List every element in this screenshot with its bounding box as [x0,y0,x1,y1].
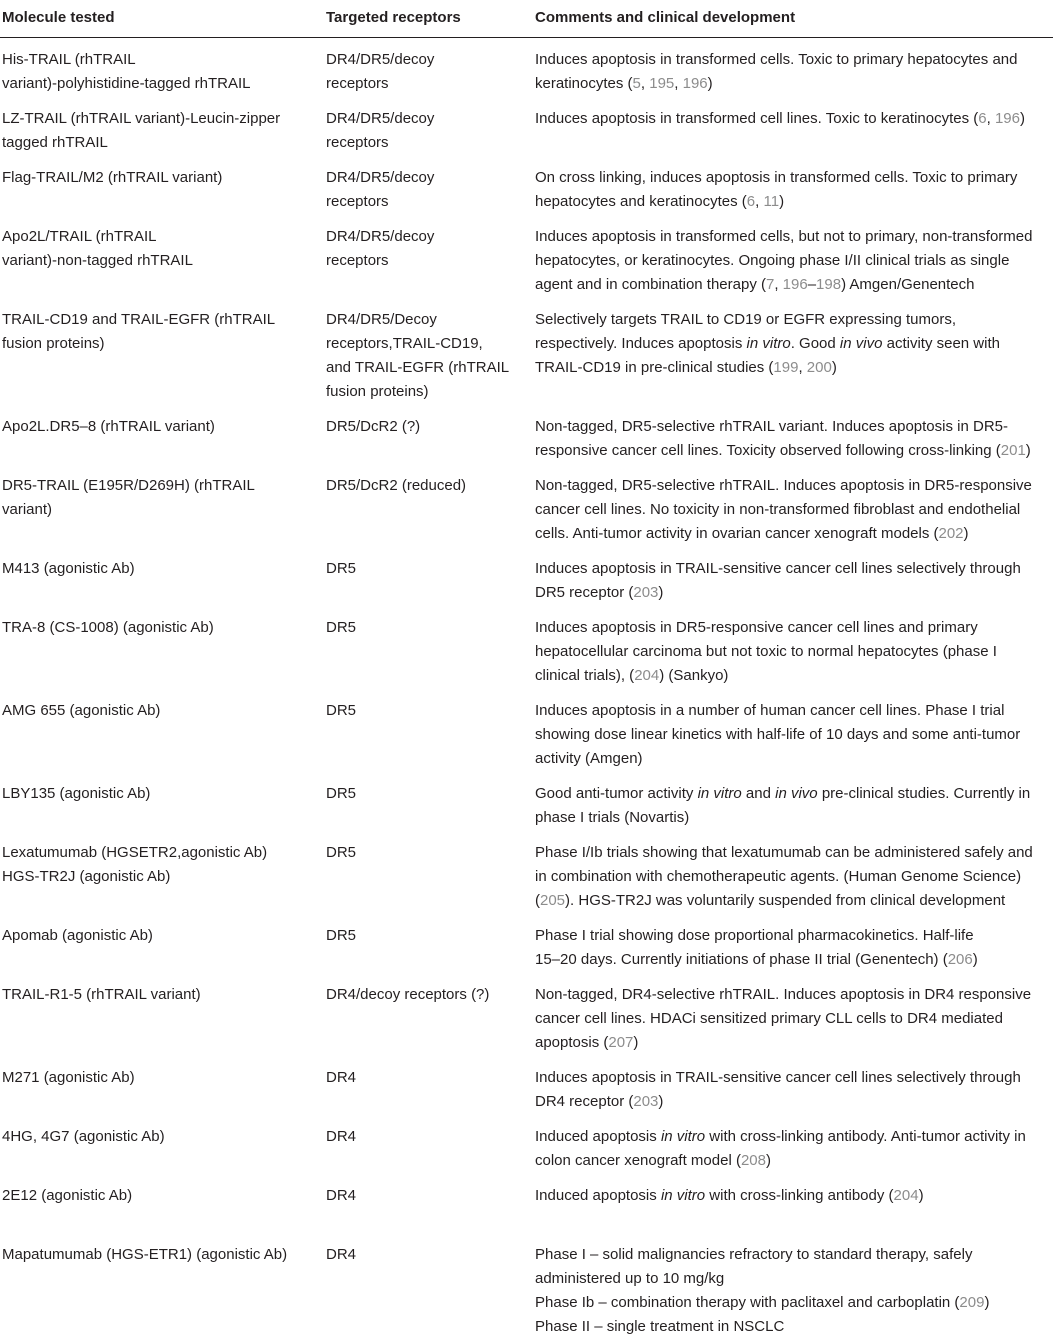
reference-link: 6 [746,193,756,210]
reference-link: 204 [634,667,660,684]
header-rule [0,37,1053,38]
receptors-cell: DR5 [326,560,357,577]
comments-cell: On cross linking, induces apoptosis in transformed cells. Toxic to primary hepatocytes and keratinocytes (6, 11) [535,169,1018,210]
molecule-cell: Apo2L.DR5–8 (rhTRAIL variant) [2,418,215,435]
reference-link: 199 [773,359,799,376]
comments-cell: Induces apoptosis in TRAIL-sensitive cancer cell lines selectively through DR5 receptor (203) [535,560,1021,601]
receptors-cell: DR4 [326,1187,357,1204]
receptors-cell: DR4/DR5/decoy receptors [326,169,435,210]
receptors-cell: DR5/DcR2 (?) [326,418,421,435]
molecule-cell: LZ-TRAIL (rhTRAIL variant)-Leucin-zipper tagged rhTRAIL [2,110,281,151]
molecule-cell: M271 (agonistic Ab) [2,1069,135,1086]
header-receptors: Targeted receptors [326,9,461,26]
receptors-cell: DR4/DR5/decoy receptors [326,110,435,151]
receptors-cell: DR5 [326,702,357,719]
receptors-cell: DR4/DR5/Decoy receptors,TRAIL-CD19, and TRAIL-EGFR (rhTRAIL fusion proteins) [326,311,510,400]
reference-link: 202 [938,525,964,542]
molecule-cell: LBY135 (agonistic Ab) [2,785,151,802]
comments-cell: Induces apoptosis in a number of human cancer cell lines. Phase I trial showing dose linear kinetics with half-life of 10 days and some anti-tumor activity (Amgen) [535,702,1021,767]
reference-link: 7 [765,276,775,293]
reference-link: 196 [994,110,1020,127]
molecule-cell: TRAIL-R1-5 (rhTRAIL variant) [2,986,201,1003]
reference-link: 196 [782,276,808,293]
comments-cell: Induces apoptosis in transformed cells. Toxic to primary hepatocytes and keratinocytes (5, 195, 196) [535,51,1018,92]
molecule-cell: 2E12 (agonistic Ab) [2,1187,133,1204]
reference-link: 204 [893,1187,919,1204]
reference-link: 200 [806,359,832,376]
reference-link: 195 [649,75,675,92]
molecule-cell: AMG 655 (agonistic Ab) [2,702,161,719]
reference-link: 196 [682,75,708,92]
reference-link: 205 [540,892,566,909]
comments-cell: Good anti-tumor activity in vitro and in vivo pre-clinical studies. Currently in phase I trials (Novartis) [535,785,1031,826]
reference-link: 207 [608,1034,634,1051]
comments-cell: Non-tagged, DR5-selective rhTRAIL variant. Induces apoptosis in DR5- responsive cancer cell lines. Toxicity observed following cross-linking (201) [535,418,1031,459]
molecule-cell: TRAIL-CD19 and TRAIL-EGFR (rhTRAIL fusion proteins) [2,311,276,352]
reference-link: 201 [1000,442,1026,459]
molecule-cell: Flag-TRAIL/M2 (rhTRAIL variant) [2,169,223,186]
receptors-cell: DR4 [326,1128,357,1145]
molecule-cell: Lexatumumab (HGSETR2,agonistic Ab) HGS-TR2J (agonistic Ab) [2,844,268,885]
molecule-cell: Apo2L/TRAIL (rhTRAIL variant)-non-tagged rhTRAIL [2,228,193,269]
receptors-cell: DR4/DR5/decoy receptors [326,51,435,92]
header-comments: Comments and clinical development [535,9,796,26]
comments-cell: Phase I trial showing dose proportional pharmacokinetics. Half-life 15–20 days. Currently initiations of phase II trial (Genentech) (206) [535,927,978,968]
molecule-cell: DR5-TRAIL (E195R/D269H) (rhTRAIL variant) [2,477,255,518]
molecule-cell: Mapatumumab (HGS-ETR1) (agonistic Ab) [2,1246,288,1263]
reference-link: 208 [740,1152,766,1169]
comments-cell: Induces apoptosis in TRAIL-sensitive cancer cell lines selectively through DR4 receptor (203) [535,1069,1021,1110]
comments-cell: Non-tagged, DR5-selective rhTRAIL. Induces apoptosis in DR5-responsive cancer cell lines. No toxicity in non-transformed fibroblast and endothelial cells. Anti-tumor activity in ovarian cancer xenograft models (202) [535,477,1032,542]
receptors-cell: DR4 [326,1069,357,1086]
comments-cell: Induced apoptosis in vitro with cross-linking antibody. Anti-tumor activity in colon cancer xenograft model (208) [535,1128,1026,1169]
molecule-cell: Apomab (agonistic Ab) [2,927,153,944]
molecule-cell: His-TRAIL (rhTRAIL variant)-polyhistidine-tagged rhTRAIL [2,51,251,92]
comments-cell: Phase I – solid malignancies refractory to standard therapy, safely administered up to 10 mg/kg Phase Ib – combination therapy with paclitaxel and carboplatin (209) Phase II – single treatment in NSCLC [535,1246,990,1335]
reference-link: 209 [959,1294,985,1311]
comments-cell: Induces apoptosis in transformed cells, but not to primary, non-transformed hepatocytes, or keratinocytes. Ongoing phase I/II clinical trials as single agent and in combination therapy (7, 196–198) Amgen/Genentech [535,228,1033,293]
receptors-cell: DR5 [326,619,357,636]
comments-cell: Selectively targets TRAIL to CD19 or EGFR expressing tumors, respectively. Induces apoptosis in vitro. Good in vivo activity seen with TRAIL-CD19 in pre-clinical studies (199, 200) [535,311,1000,376]
reference-link: 198 [816,276,842,293]
comments-cell: Induced apoptosis in vitro with cross-linking antibody (204) [535,1187,924,1204]
reference-link: 11 [763,193,780,210]
receptors-cell: DR5/DcR2 (reduced) [326,477,467,494]
reference-link: 5 [632,75,641,92]
molecule-cell: M413 (agonistic Ab) [2,560,135,577]
receptors-cell: DR4/DR5/decoy receptors [326,228,435,269]
reference-link: 203 [633,584,659,601]
reference-link: 6 [978,110,987,127]
comments-cell: Induces apoptosis in DR5-responsive cancer cell lines and primary hepatocellular carcinoma but not toxic to normal hepatocytes (phase I clinical trials), (204) (Sankyo) [535,619,997,684]
comments-cell: Phase I/Ib trials showing that lexatumumab can be administered safely and in combination with chemotherapeutic agents. (Human Genome Science) (205). HGS-TR2J was voluntarily suspended from clinical development [535,844,1033,909]
reference-link: 203 [633,1093,659,1110]
header-molecule: Molecule tested [2,9,115,26]
receptors-cell: DR5 [326,785,357,802]
receptors-cell: DR4/decoy receptors (?) [326,986,490,1003]
molecule-cell: TRA-8 (CS-1008) (agonistic Ab) [2,619,214,636]
receptors-cell: DR5 [326,844,357,861]
receptors-cell: DR5 [326,927,357,944]
molecule-cell: 4HG, 4G7 (agonistic Ab) [2,1128,165,1145]
comments-cell: Induces apoptosis in transformed cell lines. Toxic to keratinocytes (6, 196) [535,110,1025,127]
table-header [0,0,1053,37]
receptors-cell: DR4 [326,1246,357,1263]
reference-link: 206 [947,951,973,968]
comments-cell: Non-tagged, DR4-selective rhTRAIL. Induces apoptosis in DR4 responsive cancer cell lines. HDACi sensitized primary CLL cells to DR4 mediated apoptosis (207) [535,986,1032,1051]
